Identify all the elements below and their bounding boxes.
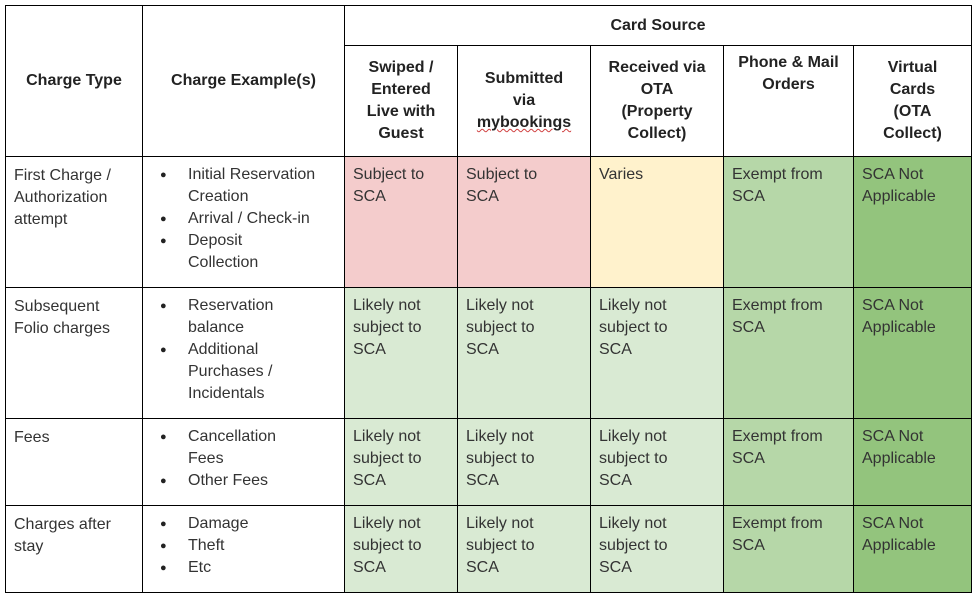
sca-status-text: Applicable xyxy=(862,450,936,467)
charge-type-cell xyxy=(6,419,143,506)
examples-list xyxy=(151,295,336,405)
header-line: via xyxy=(512,92,536,109)
header-line: (OTA xyxy=(893,103,932,120)
sca-status-text: Likely not xyxy=(466,515,534,532)
example-item xyxy=(188,164,336,208)
example-text: Damage xyxy=(188,515,249,532)
sca-status-cell xyxy=(591,288,724,419)
sca-charge-table xyxy=(5,5,972,593)
examples-list xyxy=(151,513,336,579)
header-line: OTA xyxy=(640,81,674,98)
sca-status-text: SCA xyxy=(353,472,386,489)
header-submitted-mybookings xyxy=(458,46,591,157)
sca-status-text: SCA xyxy=(732,450,765,467)
sca-status-text: subject to xyxy=(466,537,535,554)
sca-status-text: SCA xyxy=(732,319,765,336)
sca-status-cell xyxy=(458,288,591,419)
sca-status-text: Exempt from xyxy=(732,166,823,183)
example-text: Purchases / xyxy=(188,363,273,380)
sca-status-text: Subject to xyxy=(466,166,538,183)
example-item xyxy=(188,535,336,557)
sca-status-text: Applicable xyxy=(862,537,936,554)
header-line: Collect) xyxy=(883,125,942,142)
sca-status-text: SCA xyxy=(732,188,765,205)
sca-status-text: subject to xyxy=(466,319,535,336)
sca-status-text: SCA xyxy=(466,559,499,576)
sca-status-text: Subject to xyxy=(353,166,425,183)
sca-status-cell xyxy=(345,288,458,419)
charge-examples-cell xyxy=(143,506,345,593)
header-line: (Property xyxy=(621,103,693,120)
header-line: Received via xyxy=(608,59,706,76)
sca-status-text: SCA xyxy=(599,559,632,576)
header-line: Collect) xyxy=(627,125,687,142)
header-charge-type: Charge Type xyxy=(6,6,143,157)
sca-status-text: Exempt from xyxy=(732,515,823,532)
examples-list xyxy=(151,164,336,274)
charge-type-line: Subsequent xyxy=(14,298,100,315)
charge-type-line: attempt xyxy=(14,211,68,228)
header-line: mybookings xyxy=(476,114,572,131)
table-row xyxy=(6,157,972,288)
sca-status-text: subject to xyxy=(599,537,668,554)
sca-status-text: Applicable xyxy=(862,188,936,205)
sca-status-text: SCA Not xyxy=(862,166,924,183)
example-text: Initial Reservation xyxy=(188,166,316,183)
sca-status-text: subject to xyxy=(353,450,422,467)
sca-status-cell xyxy=(458,506,591,593)
charge-type-cell xyxy=(6,506,143,593)
sca-status-text: subject to xyxy=(466,450,535,467)
sca-status-text: Likely not xyxy=(353,428,421,445)
charge-type-line: First Charge / xyxy=(14,167,111,184)
charge-type-cell xyxy=(6,157,143,288)
charge-examples-cell xyxy=(143,157,345,288)
example-item xyxy=(188,208,336,230)
header-line: Virtual xyxy=(887,59,938,76)
sca-status-text: SCA xyxy=(353,188,386,205)
example-text: Etc xyxy=(188,559,212,576)
sca-status-cell xyxy=(854,157,972,288)
sca-status-text: Varies xyxy=(599,166,644,183)
example-text: Fees xyxy=(188,450,224,467)
sca-status-text: SCA Not xyxy=(862,515,924,532)
sca-status-cell xyxy=(458,157,591,288)
sca-status-text: SCA xyxy=(466,188,499,205)
header-card-source: Card Source xyxy=(345,6,972,46)
charge-examples-cell xyxy=(143,288,345,419)
sca-status-text: subject to xyxy=(353,537,422,554)
sca-status-text: subject to xyxy=(599,319,668,336)
table-row xyxy=(6,288,972,419)
sca-status-text: SCA xyxy=(353,341,386,358)
sca-status-cell xyxy=(591,157,724,288)
header-line: Swiped / xyxy=(368,59,434,76)
example-item xyxy=(188,513,336,535)
charge-type-line: Fees xyxy=(14,429,50,446)
charge-type-line: Folio charges xyxy=(14,320,111,337)
sca-status-text: Exempt from xyxy=(732,428,823,445)
example-text: Cancellation xyxy=(188,428,277,445)
examples-list xyxy=(151,426,336,492)
example-text: Additional xyxy=(188,341,259,358)
header-received-ota xyxy=(591,46,724,157)
header-virtual-cards xyxy=(854,46,972,157)
charge-type-line: stay xyxy=(14,538,44,555)
sca-status-cell xyxy=(591,506,724,593)
sca-status-text: subject to xyxy=(353,319,422,336)
sca-status-text: Applicable xyxy=(862,319,936,336)
example-text: Collection xyxy=(188,254,259,271)
header-line: Phone & Mail xyxy=(738,54,839,71)
sca-status-text: Likely not xyxy=(466,428,534,445)
header-line: Entered xyxy=(371,81,431,98)
sca-status-cell xyxy=(724,506,854,593)
sca-status-cell xyxy=(854,506,972,593)
sca-status-text: SCA xyxy=(599,341,632,358)
sca-status-cell xyxy=(591,419,724,506)
sca-status-cell xyxy=(724,288,854,419)
sca-status-text: Likely not xyxy=(599,428,667,445)
example-text: Creation xyxy=(188,188,249,205)
sca-status-cell xyxy=(345,419,458,506)
header-line: Submitted xyxy=(484,70,564,87)
sca-status-text: SCA xyxy=(353,559,386,576)
charge-examples-cell xyxy=(143,419,345,506)
sca-status-cell xyxy=(854,288,972,419)
header-charge-examples: Charge Example(s) xyxy=(143,6,345,157)
example-text: Deposit xyxy=(188,232,243,249)
charge-type-cell xyxy=(6,288,143,419)
sca-status-text: SCA Not xyxy=(862,428,924,445)
sca-status-cell xyxy=(724,157,854,288)
header-line: Orders xyxy=(762,76,815,93)
example-item xyxy=(188,339,336,405)
example-item xyxy=(188,557,336,579)
example-item xyxy=(188,470,336,492)
sca-status-text: Exempt from xyxy=(732,297,823,314)
example-item xyxy=(188,230,336,274)
table-row xyxy=(6,506,972,593)
sca-status-text: Likely not xyxy=(353,297,421,314)
example-item xyxy=(188,426,336,470)
example-text: Arrival / Check-in xyxy=(188,210,310,227)
example-text: Theft xyxy=(188,537,225,554)
charge-type-line: Charges after xyxy=(14,516,111,533)
sca-status-text: SCA xyxy=(599,472,632,489)
example-item xyxy=(188,295,336,339)
header-phone-mail xyxy=(724,46,854,157)
sca-status-cell xyxy=(854,419,972,506)
header-line: Live with xyxy=(366,103,436,120)
table-row xyxy=(6,419,972,506)
sca-status-text: SCA Not xyxy=(862,297,924,314)
sca-status-text: Likely not xyxy=(599,515,667,532)
sca-status-text: subject to xyxy=(599,450,668,467)
charge-type-line: Authorization xyxy=(14,189,108,206)
header-line: Guest xyxy=(378,125,424,142)
example-text: Other Fees xyxy=(188,472,269,489)
sca-status-text: Likely not xyxy=(353,515,421,532)
sca-status-cell xyxy=(458,419,591,506)
sca-status-cell xyxy=(724,419,854,506)
sca-status-cell xyxy=(345,157,458,288)
sca-status-text: SCA xyxy=(732,537,765,554)
header-line: Cards xyxy=(889,81,936,98)
header-swiped-entered xyxy=(345,46,458,157)
example-text: balance xyxy=(188,319,245,336)
sca-status-text: SCA xyxy=(466,341,499,358)
example-text: Reservation xyxy=(188,297,274,314)
sca-status-text: Likely not xyxy=(466,297,534,314)
sca-status-text: Likely not xyxy=(599,297,667,314)
example-text: Incidentals xyxy=(188,385,265,402)
sca-status-cell xyxy=(345,506,458,593)
sca-status-text: SCA xyxy=(466,472,499,489)
